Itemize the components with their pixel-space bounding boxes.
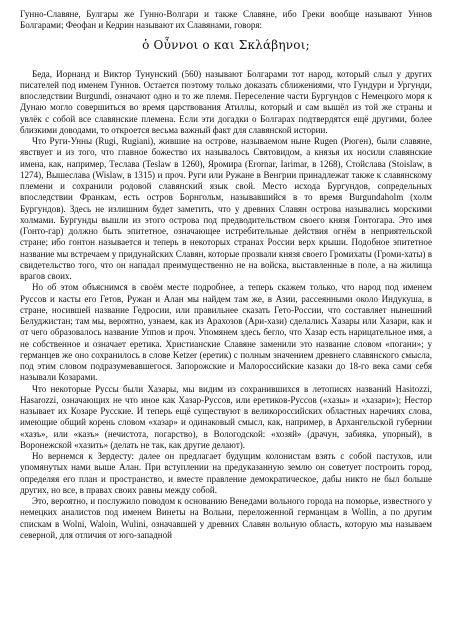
paragraph-rugi: Что Руги-Унны (Rugi, Rugiani), жившие на острове, называемом ныне Rugen (Рюген), были славяне, явствует и из того, что главное божество их называлось Святовидом, а князья их носили славянские имена, как, например, Теслава (Teslaw в 1260), Яромира (Erornar, Iarimar, в 1268), Стойслава (Stoislaw, в 1274), Вышеслава (Wislaw, в 1315) и проч. Руги или Ружане в Венгрии принадлежат также к славянскому племени и сохранили родовой славянский язык свой. Место исхода Бургундов, сопредельных впоследствии Франкам, есть остров Борнгольм, называвшийся в то время Burgundaholm (холм Бургундов). Здесь не излишним будет заметить, что у древних Славян острова назывались морскими холмами. Бургунды вышли из этого острова под предводительством своего князя Гонтогара. Это имя (Гонто-гар) должно быть эпитетное, означающее истребительные действия огнём в неприятельской стране; ибо гонтон называется и теперь в некоторых странах России верх крыши. Подобное эпитетное название мы встречаем у придунайских Славян, которые прозвали князя своего Громихаты (Громи-хаты) в свидетельство того, что он нападал преимущественно не на войска, выставленные в поле, а на жилища врагов своих.	[20, 136, 432, 281]
paragraph-zerdest: Но вернемся к Зердесту: далее он предлагает будущим колонистам взять с собой пастухов, или упомянутых нами выше Алан. При вступлении на предуказанную землю он советует построить город, определяя его план и пространство, и вместе правление демократическое, дабы никто не был больше других, но все, в правах своих равны между собой.	[20, 451, 432, 495]
paragraph-beda: Беда, Иорнанд и Виктор Тунунский (560) называют Болгарами тот народ, который слыл у других писателей под именем Гуннов. Остается поэтому только доказать сближениями, что Гундури и Ургунди, впоследствии Burgundi, означают одно и то же племя. Переселение части Бургундов с Немецкого моря к Дунаю могло совершиться во время царствования Атиллы, который и сам вышёл из той же страны и увлёк с собой все славянские племена. Если эти догадки о Болгарах подтвердятся ещё другими, более близкими доводами, то откроется весьма важный факт для славянской истории.	[20, 68, 432, 135]
intro-paragraph: Гунно-Славяне, Булгары же Гунно-Волгари и также Славяне, ибо Греки вообще называют Уннов Болгарами; Феофан и Кедрин называют их Славянами, говоря:	[20, 9, 432, 31]
greek-quote: ὁ Οὖννοι ο και Σκλάβηνοι;	[142, 37, 310, 52]
paragraph-hazary: Что некоторые Руссы были Хазары, мы видим из сохранившихся в летописях названий Hasitozzi, Hasarozzi, означающих не что иное как Хазар-Руссов, или еретиков-Руссов («хазы» и «хазари»); Нестор называет их Козаре Русские. И теперь ещё существуют в великороссийских областных наречиях слова, имеющие общий корень словом «хазар» и одинаковый смысл, как, например, в Архангельской губернии «хазъ», или «казъ» (нечистота, погарство), в Вологодской: «хозяй» (драчун, забияка, упорный), в Воронежской «хазить» (делать не так, как другие делают).	[20, 383, 432, 450]
paragraph-russ: Но об этом объяснимся в своём месте подробнее, а теперь скажем только, что народ под именем Руссов и касты его Гетов, Ружан и Алан мы найдем там же, в Азии, рассеянными около Индукуша, в стране, носившей название Гедросии, или правильнее сказать Гето-России, что составляет нынешний Белуджистан; там мы, вероятно, узнаем, как из Арахозов (Ари-хази) сделались Хазары или Хазари, как и от чего образовалось название Уппов и проч. Упомянем здесь бегло, что Хазар есть нарицательное имя, а не собственное и означает еретика. Христианские Славяне заменили это название словом «погани»; у германцев же оно сохранилось в слове Ketzer (еретик) с полным значением древнего славянского смысла, под этим словом подразумевавшегося. Запорожские и Малороссийские казаки до 18-го века сами себя называли Козарами.	[20, 282, 432, 383]
paragraph-vineta: Это, вероятно, и послужило поводом к основанию Венедами вольного города на поморье, известного у немецких аналистов под именем Винеты на Вольни, переложенной германцам в Wollin, а по другим спискам в Wolni, Waloin, Wulini, означавшей у древних Славян вольную область, которую мы называем северной, для отличия от юго-западной	[20, 496, 432, 540]
